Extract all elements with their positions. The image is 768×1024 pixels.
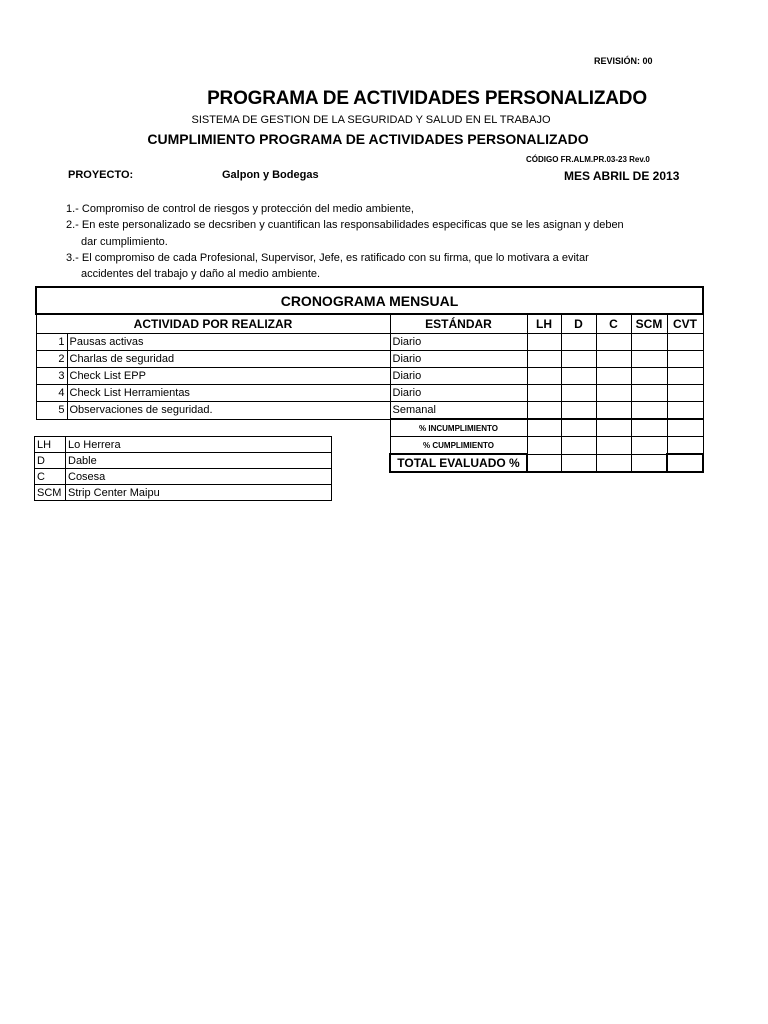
activity-cell: Check List Herramientas [67, 385, 390, 402]
column-header-d: D [561, 314, 596, 334]
score-cell-scm[interactable] [631, 351, 667, 368]
score-cell-lh[interactable] [527, 454, 561, 472]
legend-code: SCM [35, 485, 66, 501]
row-number: 1 [36, 334, 67, 351]
project-value: Galpon y Bodegas [222, 169, 319, 181]
incumplimiento-label: % INCUMPLIMIENTO [390, 419, 527, 437]
score-cell-scm[interactable] [631, 385, 667, 402]
score-cell-cvt[interactable] [667, 368, 703, 385]
note-line: 3.- El compromiso de cada Profesional, Supervisor, Jefe, es ratificado con su firma, que lo motivara a evitar [66, 251, 589, 264]
column-header-c: C [596, 314, 631, 334]
score-cell-d[interactable] [561, 454, 596, 472]
score-cell-lh[interactable] [527, 385, 561, 402]
score-cell-c[interactable] [596, 351, 631, 368]
standard-cell: Diario [390, 385, 527, 402]
score-cell-scm[interactable] [631, 437, 667, 455]
blank-cell [36, 419, 390, 437]
standard-cell: Diario [390, 334, 527, 351]
score-cell-cvt[interactable] [667, 419, 703, 437]
column-header-cvt: CVT [667, 314, 703, 334]
legend-code: C [35, 469, 66, 485]
page-subtitle: SISTEMA DE GESTION DE LA SEGURIDAD Y SALUD EN EL TRABAJO [191, 114, 551, 126]
legend-row [35, 469, 332, 485]
score-cell-d[interactable] [561, 334, 596, 351]
activity-cell: Charlas de seguridad [67, 351, 390, 368]
score-cell-cvt[interactable] [667, 402, 703, 420]
score-cell-c[interactable] [596, 368, 631, 385]
legend-name: Lo Herrera [66, 437, 332, 453]
score-cell-d[interactable] [561, 385, 596, 402]
column-header-standard: ESTÁNDAR [390, 314, 527, 334]
document-code: CÓDIGO FR.ALM.PR.03-23 Rev.0 [526, 155, 650, 164]
month-label: MES ABRIL DE 2013 [564, 169, 680, 183]
activity-cell: Check List EPP [67, 368, 390, 385]
score-cell-c[interactable] [596, 454, 631, 472]
notes-block [66, 201, 624, 282]
note-line: 2.- En este personalizado se decsriben y cuantifican las responsabilidades especificas que se les asignan y deben [66, 219, 624, 232]
table-row [36, 385, 703, 402]
total-label: TOTAL EVALUADO % [390, 454, 527, 472]
column-header-lh: LH [527, 314, 561, 334]
project-label: PROYECTO: [68, 169, 134, 181]
standard-cell: Diario [390, 351, 527, 368]
score-cell-cvt[interactable] [667, 454, 703, 472]
schedule-title: CRONOGRAMA MENSUAL [36, 287, 703, 314]
standard-cell: Semanal [390, 402, 527, 420]
legend-row [35, 437, 332, 453]
score-cell-scm[interactable] [631, 402, 667, 420]
page-title: PROGRAMA DE ACTIVIDADES PERSONALIZADO [207, 88, 647, 109]
score-cell-d[interactable] [561, 402, 596, 420]
table-row [36, 351, 703, 368]
score-cell-lh[interactable] [527, 437, 561, 455]
score-cell-cvt[interactable] [667, 351, 703, 368]
score-cell-lh[interactable] [527, 419, 561, 437]
row-number: 2 [36, 351, 67, 368]
score-cell-lh[interactable] [527, 368, 561, 385]
score-cell-scm[interactable] [631, 368, 667, 385]
legend-name: Dable [66, 453, 332, 469]
revision-label: REVISIÓN: 00 [594, 56, 653, 66]
score-cell-d[interactable] [561, 419, 596, 437]
cumplimiento-label: % CUMPLIMIENTO [390, 437, 527, 455]
score-cell-lh[interactable] [527, 351, 561, 368]
row-number: 4 [36, 385, 67, 402]
note-line: 1.- Compromiso de control de riesgos y protección del medio ambiente, [66, 203, 414, 215]
legend-row [35, 485, 332, 501]
table-row [36, 334, 703, 351]
legend-table [34, 436, 332, 501]
score-cell-cvt[interactable] [667, 334, 703, 351]
score-cell-lh[interactable] [527, 402, 561, 420]
page-subtitle-2: CUMPLIMIENTO PROGRAMA DE ACTIVIDADES PERSONALIZADO [147, 131, 589, 147]
row-number: 5 [36, 402, 67, 420]
score-cell-d[interactable] [561, 351, 596, 368]
note-line: accidentes del trabajo y daño al medio ambiente. [81, 268, 321, 281]
legend-name: Strip Center Maipu [66, 485, 332, 501]
note-line: dar cumplimiento. [81, 235, 168, 248]
score-cell-d[interactable] [561, 437, 596, 455]
score-cell-cvt[interactable] [667, 385, 703, 402]
score-cell-scm[interactable] [631, 334, 667, 351]
score-cell-scm[interactable] [631, 454, 667, 472]
table-row [36, 368, 703, 385]
table-row [36, 402, 703, 420]
row-number: 3 [36, 368, 67, 385]
legend-name: Cosesa [66, 469, 332, 485]
legend-row [35, 453, 332, 469]
score-cell-lh[interactable] [527, 334, 561, 351]
score-cell-c[interactable] [596, 437, 631, 455]
score-cell-cvt[interactable] [667, 437, 703, 455]
score-cell-c[interactable] [596, 334, 631, 351]
column-header-scm: SCM [631, 314, 667, 334]
score-cell-scm[interactable] [631, 419, 667, 437]
score-cell-c[interactable] [596, 419, 631, 437]
score-cell-c[interactable] [596, 385, 631, 402]
activity-cell: Observaciones de seguridad. [67, 402, 390, 420]
score-cell-d[interactable] [561, 368, 596, 385]
legend-code: LH [35, 437, 66, 453]
legend-code: D [35, 453, 66, 469]
activity-cell: Pausas activas [67, 334, 390, 351]
score-cell-c[interactable] [596, 402, 631, 420]
incumplimiento-row [36, 419, 703, 437]
column-header-activity: ACTIVIDAD POR REALIZAR [36, 314, 390, 334]
standard-cell: Diario [390, 368, 527, 385]
